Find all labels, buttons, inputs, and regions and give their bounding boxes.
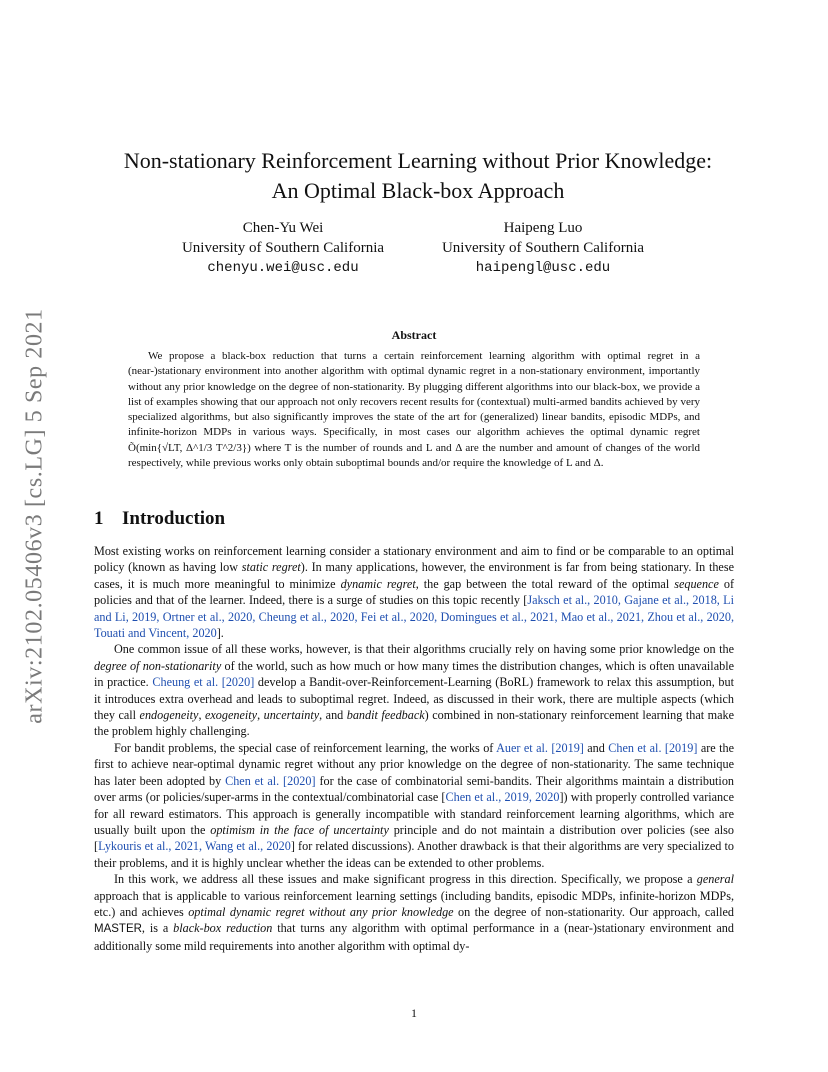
page-number: 1 <box>411 1006 417 1020</box>
paragraph-3: For bandit problems, the special case of reinforcement learning, the works of Auer et al. [2019] and Chen et al. [2019] are the first to achieve near-optimal dynamic regret without any prior knowledge on the degree of non-stationarity. The same technique has later been adopted by Chen et al. [2020] for the case of combinatorial semi-bandits. Their algorithms maintain a distribution over arms (or policies/super-arms in the contextual/combinatorial case [Chen et al., 2019, 2020]) with properly controlled variance for all reward estimators. This approach is generally incompatible with standard reinforcement learning algorithms, which are usually built upon the optimism in the face of uncertainty principle and do not maintain a distribution over policies (see also [Lykouris et al., 2021, Wang et al., 2020] for related discussions). Another drawback is that their algorithms are very specialized to their problems, and it is highly unclear whether the ideas can be extended to other problems. <box>94 740 735 870</box>
paper-title <box>90 146 746 206</box>
paragraph-2: One common issue of all these works, however, is that their algorithms crucially rely on having some prior knowledge on the degree of non-stationarity of the world, such as how much or how many times the distribution changes, which is often unavailable in practice. Cheung et al. [2020] develop a Bandit-over-Reinforcement-Learning (BoRL) framework to relax this assumption, but it introduces extra overhead and leads to suboptimal regret. Indeed, as discussed in their work, there are multiple aspects (which they call endogeneity, exogeneity, uncertainty, and bandit feedback) combined in non-stationary reinforcement learning that make the problem highly challenging. <box>94 642 734 739</box>
section-heading <box>94 508 225 530</box>
author-email: haipengl@usc.edu <box>475 260 611 276</box>
author-2 <box>423 218 663 278</box>
citation-link[interactable]: Chen et al., 2019, 2020 <box>445 790 560 805</box>
introduction-body <box>94 543 734 954</box>
author-email: chenyu.wei@usc.edu <box>207 260 359 276</box>
section-number: 1 <box>94 508 104 529</box>
algorithm-name: MASTER <box>94 923 142 936</box>
citation-link[interactable]: Cheung et al. [2020] <box>152 675 255 690</box>
author-affiliation: University of Southern California <box>181 240 385 256</box>
title-line-1: Non-stationary Reinforcement Learning without Prior Knowledge: <box>123 148 713 173</box>
author-1 <box>163 218 403 278</box>
citation-link[interactable]: Lykouris et al., 2021, Wang et al., 2020 <box>98 839 291 854</box>
citation-link[interactable]: Auer et al. [2019] <box>496 740 584 755</box>
abstract-heading: Abstract <box>391 328 437 342</box>
abstract-body: We propose a black-box reduction that turns a certain reinforcement learning algorithm with optimal regret in a (near-)stationary environment into another algorithm with optimal dynamic regret in a non-stationary environment, importantly without any prior knowledge on the degree of non-stationarity. By plugging different algorithms into our black-box, we provide a list of examples showing that our approach not only recovers recent results for (contextual) multi-armed bandits achieved by very specialized algorithms, but also significantly improves the state of the art for (generalized) linear bandits, episodic MDPs, and infinite-horizon MDPs in various ways. Specifically, in most cases our algorithm achieves the optimal dynamic regret Õ(min{√LT, Δ^1/3 T^2/3}) where T is the number of rounds and L and Δ are the number and amount of changes of the world respectively, while previous works only obtain suboptimal bounds and/or require the knowledge of L and Δ. <box>128 350 700 470</box>
paragraph-4: In this work, we address all these issues and make significant progress in this direction. Specifically, we propose a general approach that is applicable to various reinforcement learning settings (including bandits, episodic MDPs, infinite-horizon MDPs, etc.) and achieves optimal dynamic regret without any prior knowledge on the degree of non-stationarity. Our approach, called MASTER, is a black-box reduction that turns any algorithm with optimal performance in a (near-)stationary environment and additionally some mild requirements into another algorithm with optimal dy- <box>94 872 734 953</box>
section-title: Introduction <box>122 508 226 529</box>
citation-link[interactable]: Chen et al. [2020] <box>225 773 316 788</box>
citation-link[interactable]: Chen et al. [2019] <box>608 740 698 755</box>
arxiv-identifier: arXiv:2102.05406v3 [cs.LG] 5 Sep 2021 <box>21 308 48 724</box>
regret-formula: Õ(min{√LT, Δ^1/3 T^2/3}) <box>128 441 251 454</box>
author-name: Haipeng Luo <box>503 220 583 236</box>
paragraph-1: Most existing works on reinforcement learning consider a stationary environment and aim to find or be comparable to an optimal policy (known as having low static regret). In many applications, however, the environment is far from being stationary. In these cases, it is much more meaningful to minimize dynamic regret, the gap between the total reward of the optimal sequence of policies and that of the learner. Indeed, there is a surge of studies on this topic recently [Jaksch et al., 2010, Gajane et al., 2018, Li and Li, 2019, Ortner et al., 2020, Cheung et al., 2020, Fei et al., 2020, Domingues et al., 2021, Mao et al., 2021, Zhou et al., 2020, Touati and Vincent, 2020]. <box>94 544 735 641</box>
citation-link[interactable]: Jaksch et al., 2010, Gajane et al., 2018, Li and Li, 2019, Ortner et al., 2020, Cheung et al., 2020, Fei et al., 2020, Domingues et al., 2021, Mao et al., 2021, Zhou et al., 2020, Touati and Vincent, 2020 <box>94 593 735 641</box>
author-name: Chen-Yu Wei <box>242 220 324 236</box>
title-line-2: An Optimal Black-box Approach <box>271 178 565 203</box>
author-affiliation: University of Southern California <box>441 240 645 256</box>
arxiv-sidebar <box>10 296 60 736</box>
